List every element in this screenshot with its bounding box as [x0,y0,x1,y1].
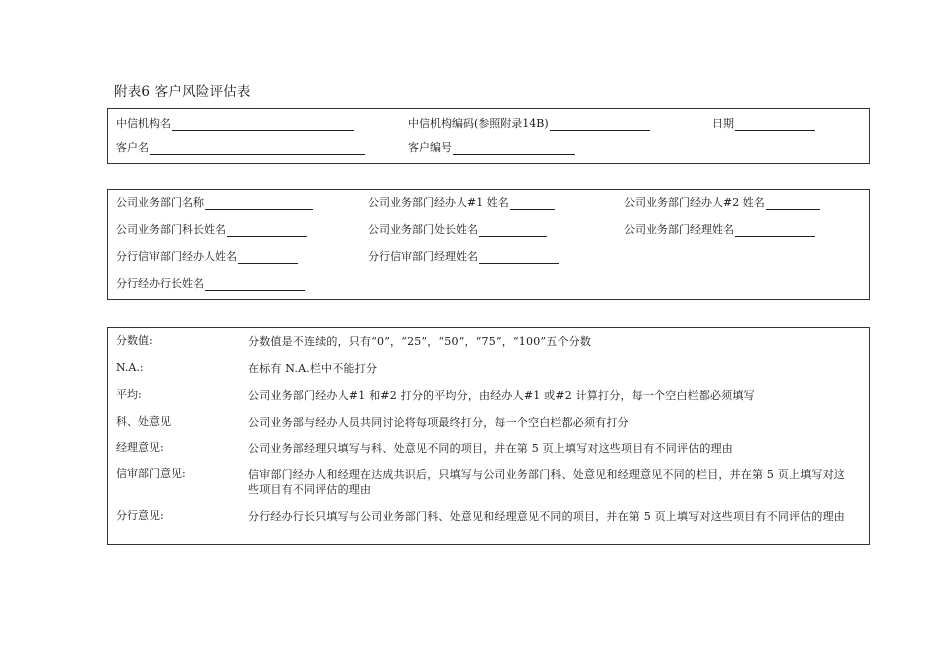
legend-text: 公司业务部门经办人#1 和#2 打分的平均分，由经办人#1 或#2 计算打分，每一个空白栏都必须填写 [248,389,755,402]
org-name-label: 中信机构名 [116,117,171,130]
legend-text: 公司业务部与经办人员共同讨论将每项最终打分，每一个空白栏都必须有打分 [248,416,629,429]
legend-text: 公司业务部经理只填写与科、处意见不同的项目，并在第 5 页上填写对这些项目有不同评估的理由 [248,442,733,455]
org-code-label: 中信机构编码(参照附录14B) [408,117,549,130]
manager-name-label: 公司业务部门经理姓名 [624,223,734,236]
legend-text: 分行经办行长只填写与公司业务部门科、处意见和经理意见不同的项目，并在第 5 页上填写对这些项目有不同评估的理由 [248,510,845,523]
form-title: 附表6 客户风险评估表 [114,84,251,100]
handler2-blank[interactable] [766,197,820,210]
credit-manager-field[interactable] [368,250,559,264]
section-chief-blank[interactable] [227,224,307,237]
legend-label: 经理意见: [116,441,164,454]
customer-name-label: 客户名 [116,141,149,154]
section-chief-field[interactable] [116,223,307,237]
branch-head-label: 分行经办行长姓名 [116,277,204,290]
org-code-field[interactable] [408,117,650,131]
branch-head-blank[interactable] [205,278,305,291]
date-blank[interactable] [735,118,815,131]
dept-name-blank[interactable] [205,197,313,210]
staff-names-section [107,189,870,300]
legend-text: 信审部门经办人和经理在达成共识后，只填写与公司业务部门科、处意见和经理意见不同的栏目，并在第 5 页上填写对这些项目有不同评估的理由 [248,468,845,496]
institution-info-section [107,108,870,164]
division-chief-field[interactable] [368,223,547,237]
org-name-blank[interactable] [172,118,354,131]
handler2-label: 公司业务部门经办人#2 姓名 [624,196,765,209]
date-field[interactable] [712,117,815,131]
handler1-label: 公司业务部门经办人#1 姓名 [368,196,509,209]
section-chief-label: 公司业务部门科长姓名 [116,223,226,236]
legend-label: 分数值: [116,334,153,347]
legend-label: 分行意见: [116,509,164,522]
customer-number-blank[interactable] [453,142,575,155]
credit-manager-label: 分行信审部门经理姓名 [368,250,478,263]
customer-name-blank[interactable] [150,142,365,155]
handler1-blank[interactable] [510,197,555,210]
manager-name-blank[interactable] [735,224,815,237]
org-name-field[interactable] [116,117,354,131]
org-code-blank[interactable] [550,118,650,131]
manager-name-field[interactable] [624,223,815,237]
legend-label: 科、处意见 [116,415,171,428]
branch-head-field[interactable] [116,277,305,291]
legend-text: 在标有 N.A.栏中不能打分 [248,362,378,375]
credit-handler-blank[interactable] [238,251,298,264]
dept-name-field[interactable] [116,196,313,210]
division-chief-label: 公司业务部门处长姓名 [368,223,478,236]
customer-number-field[interactable] [408,141,575,155]
date-label: 日期 [712,117,734,130]
legend-text: 分数值是不连续的，只有“0”，“25”，“50”，“75”，“100”五个分数 [248,335,592,348]
customer-number-label: 客户编号 [408,141,452,154]
legend-label: 信审部门意见: [116,467,186,480]
credit-handler-field[interactable] [116,250,298,264]
handler2-field[interactable] [624,196,820,210]
handler1-field[interactable] [368,196,555,210]
credit-handler-label: 分行信审部门经办人姓名 [116,250,237,263]
dept-name-label: 公司业务部门名称 [116,196,204,209]
scoring-instructions-section [107,327,870,545]
customer-name-field[interactable] [116,141,365,155]
credit-manager-blank[interactable] [479,251,559,264]
division-chief-blank[interactable] [479,224,547,237]
legend-label: 平均: [116,388,142,401]
legend-label: N.A.: [116,361,144,374]
